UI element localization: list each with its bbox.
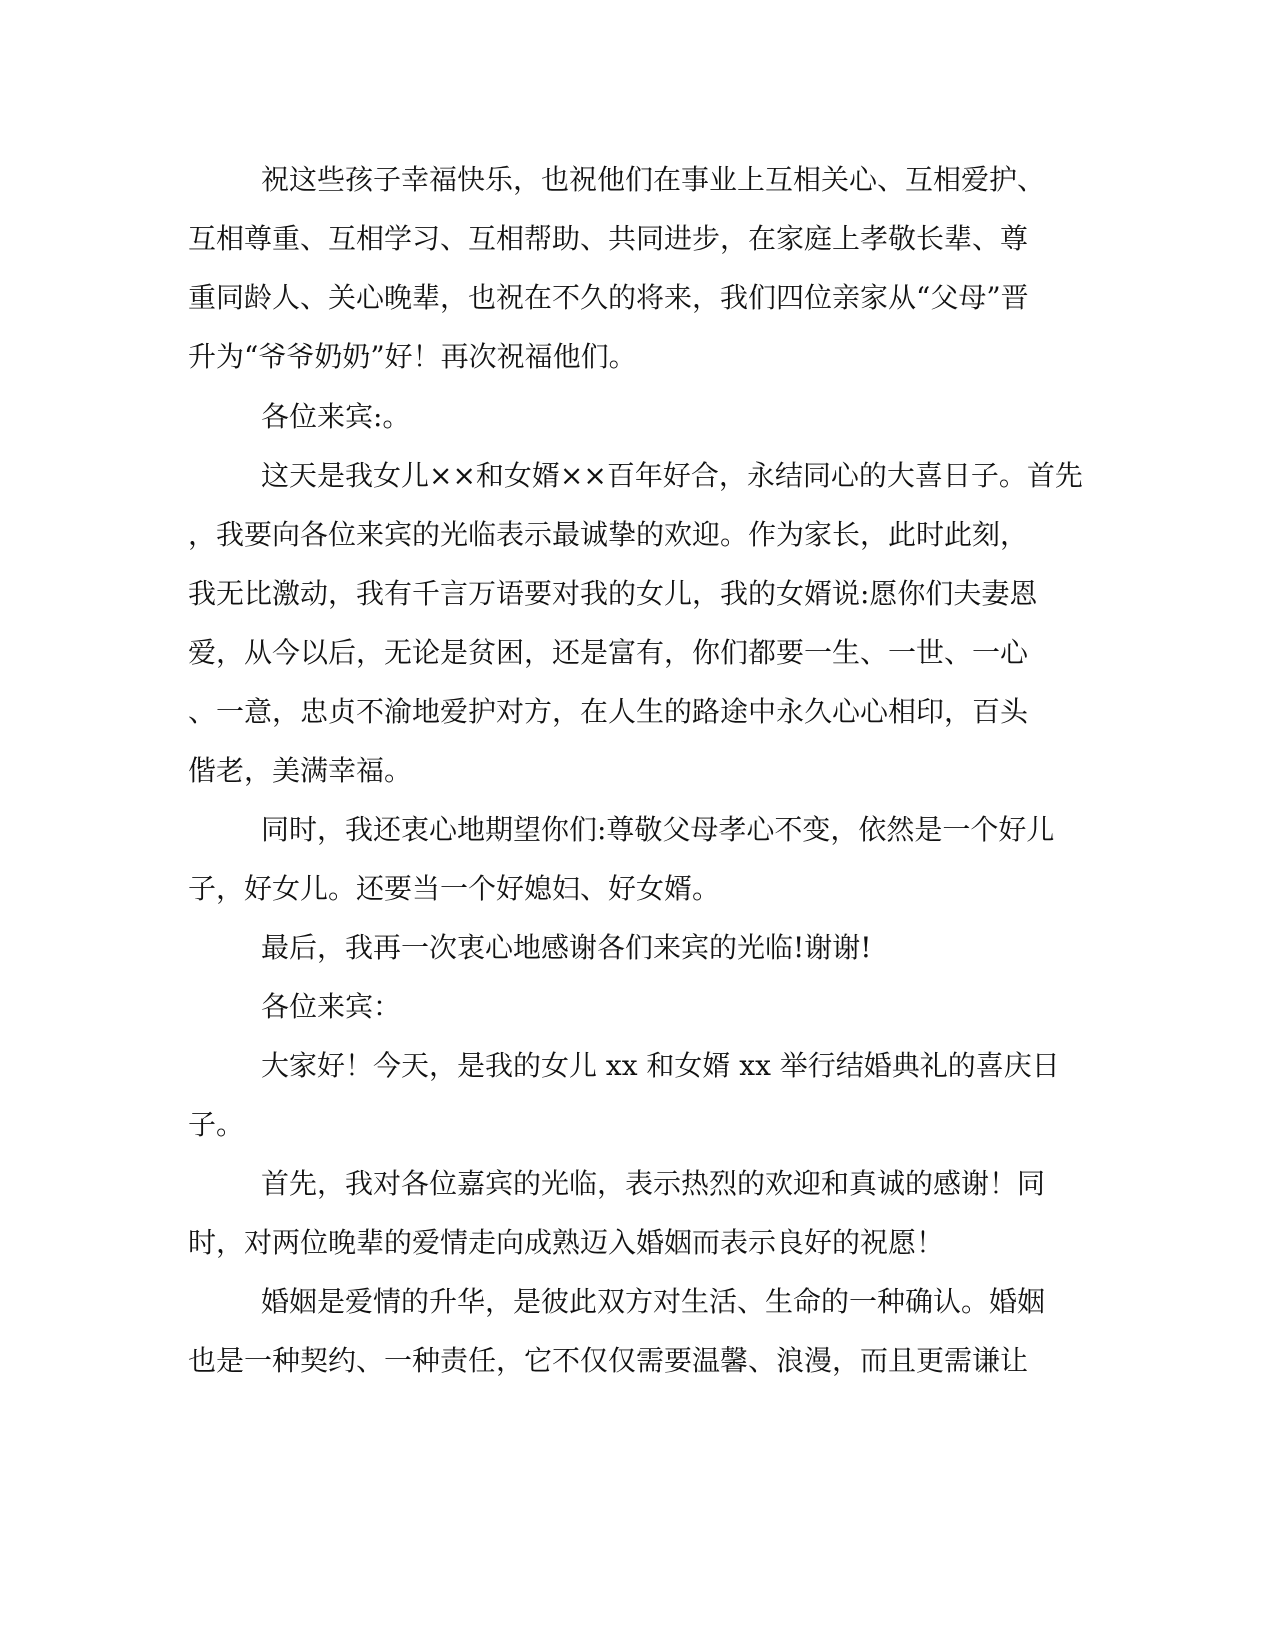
text-line: 这天是我女儿××和女婿××百年好合，永结同心的大喜日子。首先 [261,459,1083,492]
text-line: 也是一种契约、一种责任，它不仅仅需要温馨、浪漫，而且更需谦让 [188,1344,1029,1377]
text-line: 我无比激动，我有千言万语要对我的女儿，我的女婿说:愿你们夫妻恩 [188,577,1038,610]
text-line: 最后，我再一次衷心地感谢各们来宾的光临!谢谢! [261,931,872,964]
text-line: 升为“爷爷奶奶”好！再次祝福他们。 [188,340,637,373]
text-line: 祝这些孩子幸福快乐，也祝他们在事业上互相关心、互相爱护、 [261,163,1046,196]
text-line: 、一意，忠贞不渝地爱护对方，在人生的路途中永久心心相印，百头 [188,695,1029,728]
text-line: ，我要向各位来宾的光临表示最诚挚的欢迎。作为家长，此时此刻， [188,518,1029,551]
text-line: 各位来宾： [261,990,402,1023]
text-line: 互相尊重、互相学习、互相帮助、共同进步，在家庭上孝敬长辈、尊 [188,222,1029,255]
text-line: 爱，从今以后，无论是贫困，还是富有，你们都要一生、一世、一心 [188,636,1029,669]
text-line: 偕老，美满幸福。 [188,754,413,787]
text-line: 子，好女儿。还要当一个好媳妇、好女婿。 [188,872,721,905]
text-line: 大家好！今天，是我的女儿 xx 和女婿 xx 举行结婚典礼的喜庆日 [261,1049,1060,1082]
text-line: 子。 [188,1108,245,1141]
text-line: 重同龄人、关心晚辈，也祝在不久的将来，我们四位亲家从“父母”晋 [188,281,1029,314]
text-line: 婚姻是爱情的升华，是彼此双方对生活、生命的一种确认。婚姻 [261,1285,1046,1318]
text-line: 各位来宾:。 [261,400,411,433]
text-line: 同时，我还衷心地期望你们:尊敬父母孝心不变，依然是一个好儿 [261,813,1055,846]
text-line: 时，对两位晚辈的爱情走向成熟迈入婚姻而表示良好的祝愿！ [188,1226,945,1259]
text-line: 首先，我对各位嘉宾的光临，表示热烈的欢迎和真诚的感谢！同 [261,1167,1046,1200]
